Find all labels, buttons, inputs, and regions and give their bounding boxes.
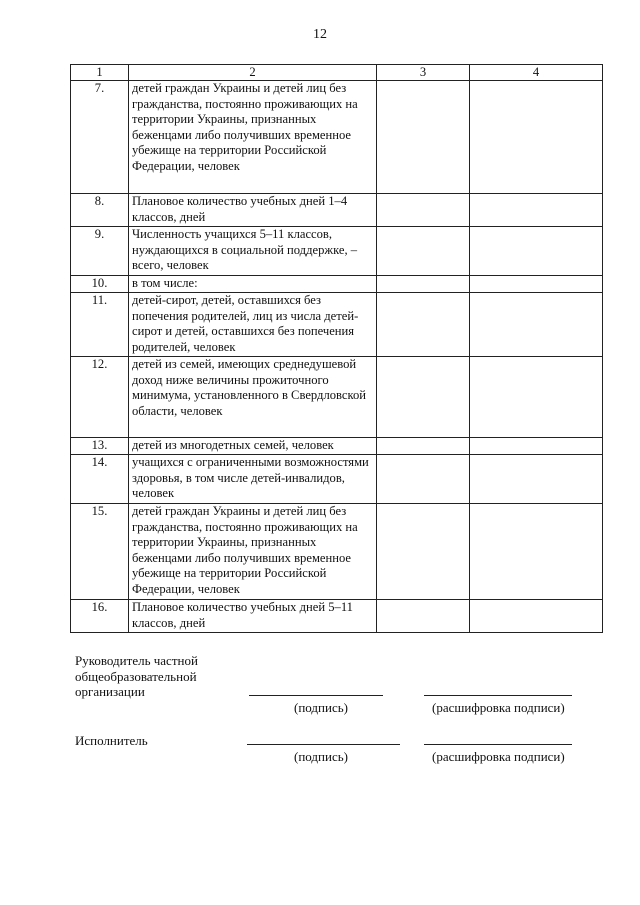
row-value-col4 bbox=[470, 227, 603, 276]
column-header-3: 3 bbox=[377, 65, 470, 81]
table-row bbox=[71, 438, 603, 455]
executor-signature-caption: (подпись) bbox=[294, 749, 348, 764]
row-indicator: детей из многодетных семей, человек bbox=[129, 438, 377, 455]
table-row bbox=[71, 357, 603, 438]
executor-decoding-caption: (расшифровка подписи) bbox=[432, 749, 565, 764]
row-value-col4 bbox=[470, 194, 603, 227]
row-number: 10. bbox=[71, 276, 129, 293]
row-number: 8. bbox=[71, 194, 129, 227]
row-value-col3 bbox=[377, 600, 470, 633]
row-value-col3 bbox=[377, 276, 470, 293]
table-row bbox=[71, 194, 603, 227]
column-header-4: 4 bbox=[470, 65, 603, 81]
row-value-col3 bbox=[377, 438, 470, 455]
row-indicator: детей из семей, имеющих среднедушевой доход ниже величины прожиточного минимума, установленного в Свердловской области, человек bbox=[129, 357, 377, 438]
row-indicator: детей граждан Украины и детей лиц без гражданства, постоянно проживающих на территории Украины, признанных беженцами либо получивших временное убежище на территории Российской Федерации, человек bbox=[129, 81, 377, 194]
row-value-col3 bbox=[377, 293, 470, 357]
row-number: 11. bbox=[71, 293, 129, 357]
report-table bbox=[70, 64, 603, 633]
row-value-col3 bbox=[377, 504, 470, 600]
table-row bbox=[71, 455, 603, 504]
column-header-2: 2 bbox=[129, 65, 377, 81]
row-value-col4 bbox=[470, 438, 603, 455]
row-value-col4 bbox=[470, 600, 603, 633]
table-row bbox=[71, 227, 603, 276]
row-value-col4 bbox=[470, 357, 603, 438]
row-value-col3 bbox=[377, 81, 470, 194]
row-number: 16. bbox=[71, 600, 129, 633]
column-header-1: 1 bbox=[71, 65, 129, 81]
row-value-col4 bbox=[470, 455, 603, 504]
row-value-col4 bbox=[470, 293, 603, 357]
executor-label: Исполнитель bbox=[75, 733, 148, 748]
row-value-col3 bbox=[377, 455, 470, 504]
table-row bbox=[71, 81, 603, 194]
row-number: 12. bbox=[71, 357, 129, 438]
row-number: 7. bbox=[71, 81, 129, 194]
head-signature-line bbox=[249, 695, 383, 696]
row-indicator: Плановое количество учебных дней 5–11 классов, дней bbox=[129, 600, 377, 633]
head-decoding-line bbox=[424, 695, 572, 696]
head-signature-caption: (подпись) bbox=[294, 700, 348, 715]
row-value-col3 bbox=[377, 194, 470, 227]
table-row bbox=[71, 504, 603, 600]
head-signature-label: Руководитель частной общеобразовательной организации bbox=[75, 653, 198, 699]
row-indicator: в том числе: bbox=[129, 276, 377, 293]
row-number: 15. bbox=[71, 504, 129, 600]
table-row bbox=[71, 276, 603, 293]
table-row bbox=[71, 600, 603, 633]
row-value-col3 bbox=[377, 227, 470, 276]
page-number: 12 bbox=[313, 27, 327, 42]
row-indicator: Численность учащихся 5–11 классов, нуждающихся в социальной поддержке, – всего, человек bbox=[129, 227, 377, 276]
row-number: 14. bbox=[71, 455, 129, 504]
row-indicator: детей-сирот, детей, оставшихся без попечения родителей, лиц из числа детей-сирот и детей, оставшихся без попечения родителей, человек bbox=[129, 293, 377, 357]
table-header-row bbox=[71, 65, 603, 81]
row-indicator: Плановое количество учебных дней 1–4 классов, дней bbox=[129, 194, 377, 227]
row-value-col4 bbox=[470, 504, 603, 600]
head-decoding-caption: (расшифровка подписи) bbox=[432, 700, 565, 715]
table-row bbox=[71, 293, 603, 357]
row-indicator: учащихся с ограниченными возможностями здоровья, в том числе детей-инвалидов, человек bbox=[129, 455, 377, 504]
executor-signature-line bbox=[247, 744, 400, 745]
row-value-col3 bbox=[377, 357, 470, 438]
row-value-col4 bbox=[470, 276, 603, 293]
row-indicator: детей граждан Украины и детей лиц без гражданства, постоянно проживающих на территории Украины, признанных беженцами либо получивших временное убежище на территории Российской Федерации, человек bbox=[129, 504, 377, 600]
executor-decoding-line bbox=[424, 744, 572, 745]
row-number: 13. bbox=[71, 438, 129, 455]
row-value-col4 bbox=[470, 81, 603, 194]
row-number: 9. bbox=[71, 227, 129, 276]
